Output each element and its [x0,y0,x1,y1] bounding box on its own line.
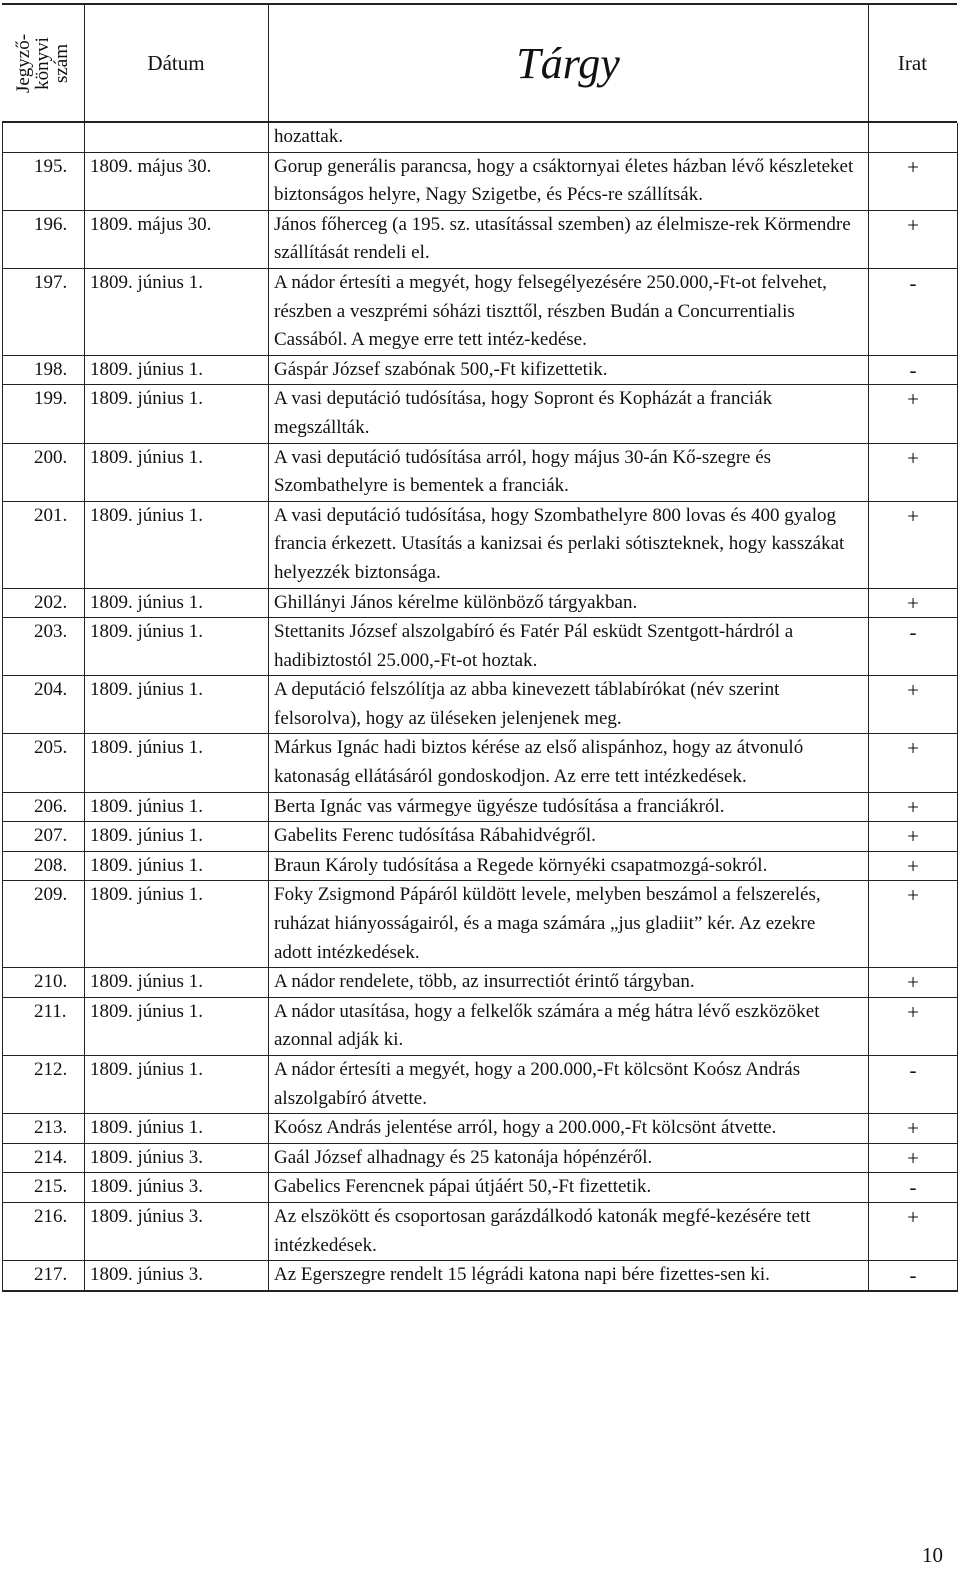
row-date-cell: 1809. június 1. [85,1114,269,1144]
row-subject-cell: Foky Zsigmond Pápáról küldött levele, melyben beszámol a felszerelés, ruházat hiányosságairól, és a maga számára „jus gladiit” kér. Az ezekre adott intézkedések. [269,881,869,968]
row-date-cell: 1809. június 1. [85,385,269,443]
row-irat-cell: + [869,997,958,1055]
page-number: 10 [922,1543,943,1567]
row-number-cell: 215. [3,1173,85,1203]
row-number-cell: 201. [3,501,85,588]
table-row [3,1056,958,1114]
row-subject-cell: Gáspár József szabónak 500,-Ft kifizettetik. [269,355,869,385]
table-row [3,1114,958,1144]
row-irat-cell: + [869,822,958,852]
row-number-cell: 205. [3,734,85,792]
table-row [3,501,958,588]
row-date-cell: 1809. június 3. [85,1143,269,1173]
table-row [3,968,958,998]
row-irat-cell: + [869,210,958,268]
row-irat-cell: + [869,968,958,998]
row-number-cell: 214. [3,1143,85,1173]
table-row [3,676,958,734]
row-subject-cell: Gaál József alhadnagy és 25 katonája hópénzéről. [269,1143,869,1173]
row-date-cell: 1809. május 30. [85,210,269,268]
row-irat-cell: - [869,268,958,355]
table-row [3,268,958,355]
row-subject-cell: hozattak. [269,123,869,152]
table-row [3,385,958,443]
table-row [3,1173,958,1203]
row-date-cell: 1809. június 1. [85,881,269,968]
row-number-cell: 198. [3,355,85,385]
header-irat-label: Irat [897,50,928,75]
row-subject-cell: A nádor értesíti a megyét, hogy felsegélyezésére 250.000,-Ft-ot felvehet, részben a veszprémi sóházi tiszttől, részben Budán a Concurrentialis Cassából. A megye erre tett intéz-kedése. [269,268,869,355]
row-irat-cell: + [869,881,958,968]
row-irat-cell: + [869,501,958,588]
table-row [3,734,958,792]
table-header [2,3,957,123]
table-row [3,997,958,1055]
header-date-label: Dátum [147,50,205,75]
header-cell-number [2,5,84,121]
row-number-cell: 202. [3,588,85,618]
row-irat-cell: + [869,676,958,734]
row-date-cell: 1809. június 1. [85,851,269,881]
header-divider [84,5,85,121]
row-date-cell: 1809. június 1. [85,443,269,501]
row-number-cell: 196. [3,210,85,268]
row-irat-cell: + [869,1202,958,1260]
row-number-cell: 206. [3,792,85,822]
row-date-cell: 1809. június 1. [85,268,269,355]
register-table-body [3,123,958,1291]
row-date-cell: 1809. június 1. [85,792,269,822]
row-date-cell: 1809. június 1. [85,968,269,998]
row-number-cell: 217. [3,1261,85,1291]
row-irat-cell: + [869,443,958,501]
row-number-cell: 212. [3,1056,85,1114]
row-subject-cell: Márkus Ignác hadi biztos kérése az első alispánhoz, hogy az átvonuló katonaság ellátásáról gondoskodjon. Az erre tett intézkedések. [269,734,869,792]
row-number-cell [3,123,85,152]
row-number-cell: 209. [3,881,85,968]
row-number-cell: 211. [3,997,85,1055]
row-subject-cell: Berta Ignác vas vármegye ügyésze tudósítása a franciákról. [269,792,869,822]
row-date-cell: 1809. június 1. [85,997,269,1055]
row-number-cell: 204. [3,676,85,734]
row-date-cell [85,123,269,152]
row-date-cell: 1809. június 1. [85,588,269,618]
row-subject-cell: A nádor utasítása, hogy a felkelők számára a még hátra lévő eszközöket azonnal adják ki. [269,997,869,1055]
row-date-cell: 1809. június 3. [85,1202,269,1260]
row-irat-cell: - [869,1173,958,1203]
row-subject-cell: Gabelics Ferencnek pápai útjáért 50,-Ft fizettetik. [269,1173,869,1203]
row-number-cell: 213. [3,1114,85,1144]
table-row [3,851,958,881]
row-date-cell: 1809. június 3. [85,1173,269,1203]
row-date-cell: 1809. június 1. [85,734,269,792]
row-subject-cell: Braun Károly tudósítása a Regede környéki csapatmozgá-sokról. [269,851,869,881]
header-divider [868,5,869,121]
table-row [3,618,958,676]
row-subject-cell: Gorup generális parancsa, hogy a csáktornyai életes házban lévő készleteket biztonságos helyre, Nagy Szigetbe, és Pécs-re szállítsák. [269,152,869,210]
header-subject-label: Tárgy [516,38,620,88]
row-date-cell: 1809. június 1. [85,822,269,852]
row-irat-cell: + [869,851,958,881]
row-subject-cell: A nádor értesíti a megyét, hogy a 200.000,-Ft kölcsönt Koósz András alszolgabíró átvette. [269,1056,869,1114]
row-subject-cell: A vasi deputáció tudósítása, hogy Szombathelyre 800 lovas és 400 gyalog francia érkezett. Utasítás a kanizsai és perlaki sótiszteknek, hogy kasszákat helyezzék biztonsága. [269,501,869,588]
row-date-cell: 1809. május 30. [85,152,269,210]
table-row [3,1202,958,1260]
row-number-cell: 208. [3,851,85,881]
row-date-cell: 1809. június 1. [85,676,269,734]
row-irat-cell: + [869,152,958,210]
row-subject-cell: A vasi deputáció tudósítása, hogy Sopront és Kopházát a franciák megszállták. [269,385,869,443]
row-irat-cell: + [869,1143,958,1173]
row-date-cell: 1809. június 1. [85,618,269,676]
row-irat-cell: - [869,355,958,385]
table-row [3,792,958,822]
table-row [3,123,958,152]
row-date-cell: 1809. június 1. [85,501,269,588]
table-row [3,881,958,968]
table-row [3,355,958,385]
table-row [3,588,958,618]
header-number-label: Jegyző- könyvi szám [13,33,73,93]
row-subject-cell: A nádor rendelete, több, az insurrectiót érintő tárgyban. [269,968,869,998]
row-number-cell: 197. [3,268,85,355]
row-date-cell: 1809. június 1. [85,1056,269,1114]
row-irat-cell [869,123,958,152]
row-number-cell: 203. [3,618,85,676]
row-date-cell: 1809. június 3. [85,1261,269,1291]
row-irat-cell: + [869,588,958,618]
row-number-cell: 207. [3,822,85,852]
row-subject-cell: A vasi deputáció tudósítása arról, hogy május 30-án Kő-szegre és Szombathelyre is bementek a franciák. [269,443,869,501]
row-irat-cell: + [869,792,958,822]
row-irat-cell: - [869,618,958,676]
table-row [3,443,958,501]
row-number-cell: 216. [3,1202,85,1260]
row-subject-cell: Ghillányi János kérelme különböző tárgyakban. [269,588,869,618]
row-irat-cell: + [869,734,958,792]
row-number-cell: 199. [3,385,85,443]
table-row [3,1261,958,1291]
row-irat-cell: - [869,1056,958,1114]
table-row [3,1143,958,1173]
row-subject-cell: Az Egerszegre rendelt 15 légrádi katona napi bére fizettes-sen ki. [269,1261,869,1291]
row-number-cell: 195. [3,152,85,210]
row-number-cell: 210. [3,968,85,998]
row-subject-cell: Koósz András jelentése arról, hogy a 200.000,-Ft kölcsönt átvette. [269,1114,869,1144]
row-subject-cell: Gabelits Ferenc tudósítása Rábahidvégről. [269,822,869,852]
header-divider [268,5,269,121]
table-row [3,822,958,852]
row-date-cell: 1809. június 1. [85,355,269,385]
row-number-cell: 200. [3,443,85,501]
row-subject-cell: A deputáció felszólítja az abba kinevezett táblabírókat (név szerint felsorolva), hogy az üléseken jelenjenek meg. [269,676,869,734]
table-row [3,210,958,268]
row-irat-cell: + [869,385,958,443]
register-table [2,123,958,1292]
table-row [3,152,958,210]
row-irat-cell: - [869,1261,958,1291]
row-subject-cell: Stettanits József alszolgabíró és Fatér Pál esküdt Szentgott-hárdról a hadibiztostól 25.000,-Ft-ot hoztak. [269,618,869,676]
row-subject-cell: Az elszökött és csoportosan garázdálkodó katonák megfé-kezésére tett intézkedések. [269,1202,869,1260]
row-irat-cell: + [869,1114,958,1144]
row-subject-cell: János főherceg (a 195. sz. utasítással szemben) az élelmisze-rek Körmendre szállítását rendeli el. [269,210,869,268]
